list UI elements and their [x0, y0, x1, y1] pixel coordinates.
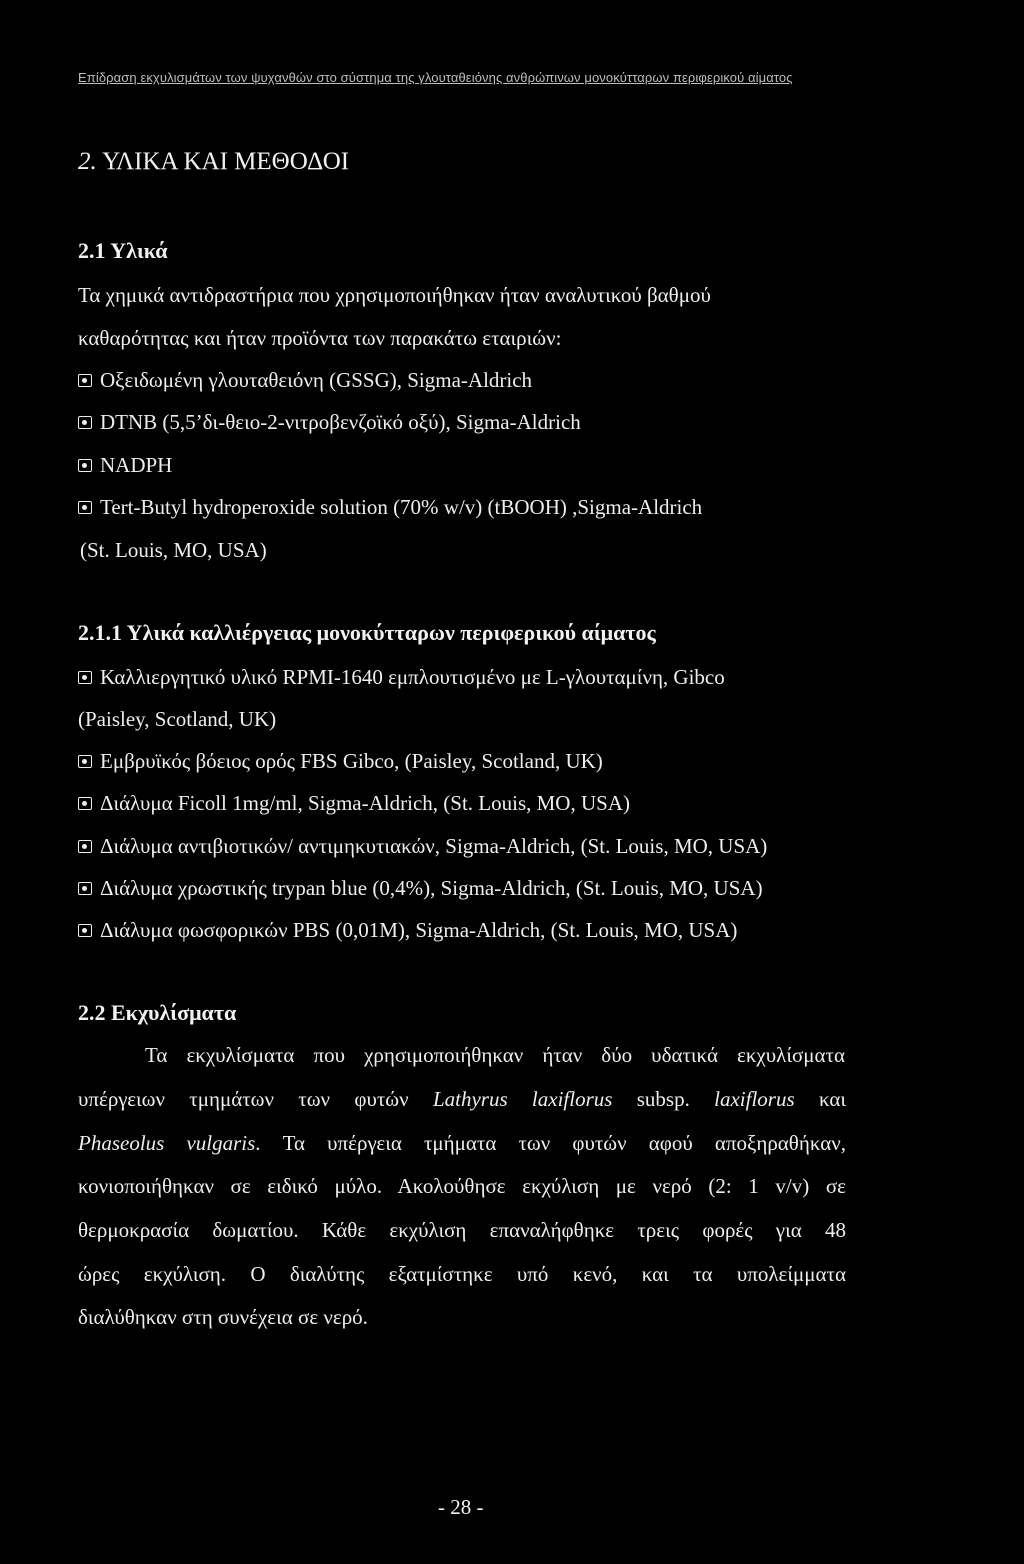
culture-item-text: Εμβρυϊκός βόειος ορός FBS Gibco, (Paisley, Scotland, UK): [100, 749, 603, 773]
culture-item-text: Διάλυμα φωσφορικών PBS (0,01M), Sigma-Aldrich, (St. Louis, MO, USA): [100, 918, 738, 942]
materials-item-text: Οξειδωμένη γλουταθειόνη (GSSG), Sigma-Aldrich: [100, 368, 533, 392]
extracts-paragraph-line: ώρες εκχύλιση. Ο διαλύτης εξατμίστηκε υπό κενό, και τα υπολείμματα: [78, 1262, 846, 1286]
materials-heading: 2.1 Υλικά: [78, 238, 168, 263]
culture-list-item: [78, 665, 725, 690]
culture-list-item: [78, 791, 630, 816]
species-name: Lathyrus laxiflorus: [432, 1087, 613, 1111]
bullet-icon: [78, 924, 92, 937]
bullet-icon: [78, 671, 92, 684]
extracts-paragraph-line: [78, 1131, 846, 1156]
bullet-icon: [78, 374, 92, 387]
culture-heading: 2.1.1 Υλικά καλλιέργειας μονοκύτταρων περιφερικού αίματος: [78, 620, 656, 645]
culture-list-item: [78, 918, 737, 943]
culture-item-text: Διάλυμα χρωστικής trypan blue (0,4%), Sigma-Aldrich, (St. Louis, MO, USA): [100, 876, 763, 900]
culture-item-text: Καλλιεργητικό υλικό RPMI-1640 εμπλουτισμένο με L-γλουταμίνη, Gibco: [100, 665, 725, 689]
bullet-icon: [78, 459, 92, 472]
section-number: 2.: [78, 148, 97, 175]
extracts-paragraph-line: θερμοκρασία δωματίου. Κάθε εκχύλιση επαναλήφθηκε τρεις φορές για 48: [78, 1218, 846, 1242]
materials-item-text: Tert-Butyl hydroperoxide solution (70% w/v) (tBOOH) ,Sigma-Aldrich: [100, 495, 703, 519]
materials-list-item: [78, 495, 702, 520]
culture-list-item: [78, 876, 763, 901]
extracts-heading: 2.2 Εκχυλίσματα: [78, 1000, 237, 1025]
bullet-icon: [78, 882, 92, 895]
bullet-icon: [78, 501, 92, 514]
culture-list-item: [78, 749, 603, 774]
page-number: - 28 -: [438, 1495, 484, 1519]
paragraph-text: . Τα υπέργεια τμήματα των φυτών αφού αποξηραθήκαν,: [255, 1131, 846, 1155]
extracts-paragraph-line: [78, 1087, 846, 1112]
materials-list-item: [78, 410, 581, 435]
bullet-icon: [78, 416, 92, 429]
materials-item-text: NADPH: [100, 453, 173, 477]
culture-item-text: Διάλυμα αντιβιοτικών/ αντιμηκυτιακών, Sigma-Aldrich, (St. Louis, MO, USA): [100, 834, 768, 858]
materials-item-continuation: (St. Louis, MO, USA): [80, 538, 267, 562]
bullet-icon: [78, 840, 92, 853]
section-title-text: ΥΛΙΚΑ ΚΑΙ ΜΕΘΟΔΟΙ: [102, 148, 350, 175]
materials-intro-line-1: Τα χημικά αντιδραστήρια που χρησιμοποιήθηκαν ήταν αναλυτικού βαθμού: [78, 283, 711, 307]
subspecies-name: laxiflorus: [714, 1087, 795, 1111]
paragraph-text: και: [794, 1087, 846, 1111]
culture-item-text: Διάλυμα Ficoll 1mg/ml, Sigma-Aldrich, (St. Louis, MO, USA): [100, 791, 630, 815]
paragraph-text: υπέργειων τμημάτων των φυτών: [78, 1087, 433, 1111]
culture-list-item: [78, 834, 767, 859]
species-name: Phaseolus vulgaris: [78, 1131, 256, 1155]
section-title: [78, 148, 349, 176]
materials-item-text: DTNB (5,5’δι-θειο-2-νιτροβενζοϊκό οξύ), Sigma-Aldrich: [100, 410, 581, 434]
extracts-paragraph-line: Τα εκχυλίσματα που χρησιμοποιήθηκαν ήταν δύο υδατικά εκχυλίσματα: [145, 1043, 845, 1067]
materials-list-item: [78, 368, 532, 393]
running-header: Επίδραση εκχυλισμάτων των ψυχανθών στο σύστημα της γλουταθειόνης ανθρώπινων μονοκύτταρων περιφερικού αίματος: [78, 70, 793, 85]
materials-intro-line-2: καθαρότητας και ήταν προϊόντα των παρακάτω εταιριών:: [78, 326, 562, 350]
bullet-icon: [78, 755, 92, 768]
extracts-paragraph-line: διαλύθηκαν στη συνέχεια σε νερό.: [78, 1305, 368, 1329]
culture-item-continuation: (Paisley, Scotland, UK): [78, 707, 277, 731]
extracts-paragraph-line: κονιοποιήθηκαν σε ειδικό μύλο. Ακολούθησε εκχύλιση με νερό (2: 1 v/v) σε: [78, 1174, 846, 1198]
paragraph-text: subsp.: [612, 1087, 715, 1111]
bullet-icon: [78, 797, 92, 810]
materials-list-item: [78, 453, 172, 478]
